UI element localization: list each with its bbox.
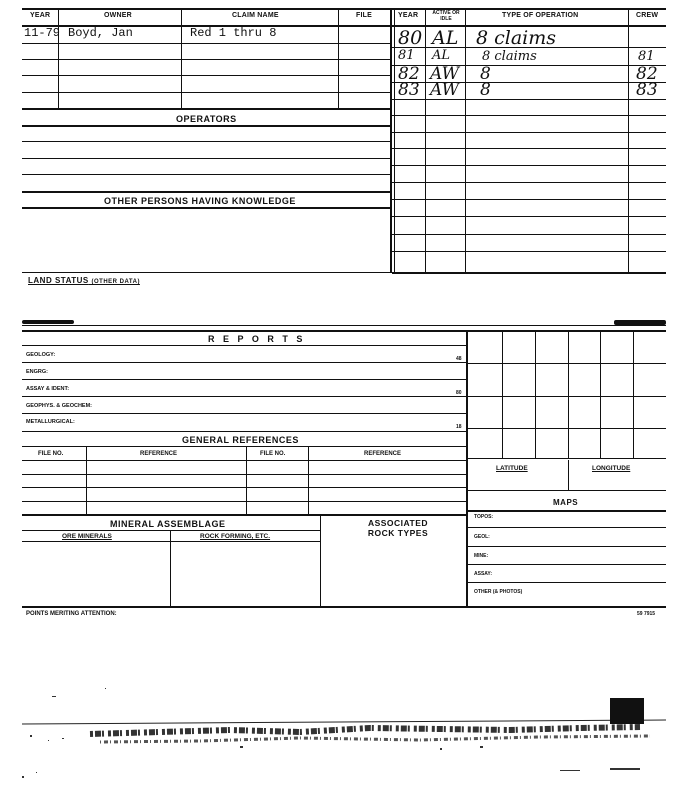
separator-bar bbox=[22, 320, 74, 324]
activity-year-1: 80 bbox=[398, 27, 423, 49]
rock-forming-label: ROCK FORMING, ETC. bbox=[200, 533, 271, 540]
activity-type-3: 8 bbox=[480, 64, 491, 84]
latitude-label: LATITUDE bbox=[496, 465, 528, 472]
header-file: FILE bbox=[356, 12, 372, 19]
reports-heading: R E P O R T S bbox=[208, 334, 306, 344]
header-owner: OWNER bbox=[104, 12, 132, 19]
other-persons-heading: OTHER PERSONS HAVING KNOWLEDGE bbox=[104, 196, 296, 206]
points-meriting-attention: POINTS MERITING ATTENTION: bbox=[26, 611, 117, 617]
activity-status-4: AW bbox=[430, 80, 460, 100]
activity-status-1: AL bbox=[432, 27, 459, 49]
report-engrg: ENGRG: bbox=[26, 369, 48, 375]
scan-noise-strip bbox=[0, 680, 678, 806]
activity-crew-2: 81 bbox=[638, 49, 655, 64]
activity-type-4: 8 bbox=[480, 80, 491, 100]
activity-crew-3: 82 bbox=[636, 64, 658, 84]
mineral-assemblage-heading: MINERAL ASSEMBLAGE bbox=[110, 519, 226, 529]
ref-header-reference: REFERENCE bbox=[140, 451, 178, 457]
maps-mine: MINE: bbox=[474, 553, 489, 559]
activity-type-1: 8 claims bbox=[476, 27, 557, 49]
ore-minerals-label: ORE MINERALS bbox=[62, 533, 112, 540]
row-owner: Boyd, Jan bbox=[68, 26, 133, 40]
ref-header-file-no: FILE NO. bbox=[38, 451, 64, 457]
maps-assay: ASSAY: bbox=[474, 571, 493, 577]
activity-status-2: AL bbox=[432, 48, 451, 63]
row-claim-name: Red 1 thru 8 bbox=[190, 26, 277, 40]
associated-rock-types-heading: ASSOCIATED ROCK TYPES bbox=[367, 518, 429, 538]
report-geophys: GEOPHYS. & GEOCHEM: bbox=[26, 403, 93, 409]
header-claim-name: CLAIM NAME bbox=[232, 12, 279, 19]
operators-heading: OPERATORS bbox=[176, 114, 237, 124]
header-active-idle: ACTIVE OR IDLE bbox=[432, 10, 460, 22]
header-crew: CREW bbox=[636, 12, 659, 19]
report-assay-num: 80 bbox=[456, 390, 462, 396]
activity-status-3: AW bbox=[430, 64, 460, 84]
general-references-heading: GENERAL REFERENCES bbox=[182, 435, 299, 445]
header-activity-year: YEAR bbox=[398, 12, 419, 19]
row-year: 11-79 bbox=[24, 26, 61, 40]
activity-year-4: 83 bbox=[398, 80, 420, 100]
ref-header-reference-2: REFERENCE bbox=[364, 451, 402, 457]
activity-year-3: 82 bbox=[398, 64, 420, 84]
ref-header-file-no-2: FILE NO. bbox=[260, 451, 286, 457]
activity-year-2: 81 bbox=[398, 48, 415, 63]
header-type-operation: TYPE OF OPERATION bbox=[502, 12, 579, 19]
report-metallurgical: METALLURGICAL: bbox=[26, 419, 75, 425]
maps-other: OTHER (& PHOTOS) bbox=[474, 589, 523, 595]
form-number: 59 7915 bbox=[637, 611, 656, 617]
report-geology: GEOLOGY: bbox=[26, 352, 56, 358]
maps-topos: TOPOS: bbox=[474, 514, 494, 520]
land-status-label: LAND STATUS bbox=[28, 276, 89, 285]
maps-geol: GEOL: bbox=[474, 534, 490, 540]
report-geology-num: 48 bbox=[456, 356, 462, 362]
header-year: YEAR bbox=[30, 12, 51, 19]
land-status-heading bbox=[28, 276, 140, 285]
activity-type-2: 8 claims bbox=[482, 49, 537, 64]
separator-bar-right bbox=[614, 320, 666, 325]
maps-heading: MAPS bbox=[553, 498, 579, 507]
longitude-label: LONGITUDE bbox=[592, 465, 631, 472]
report-metallurgical-num: 18 bbox=[456, 424, 462, 430]
activity-crew-4: 83 bbox=[636, 80, 658, 100]
land-status-sublabel: (OTHER DATA) bbox=[91, 279, 140, 285]
report-assay: ASSAY & IDENT: bbox=[26, 386, 70, 392]
